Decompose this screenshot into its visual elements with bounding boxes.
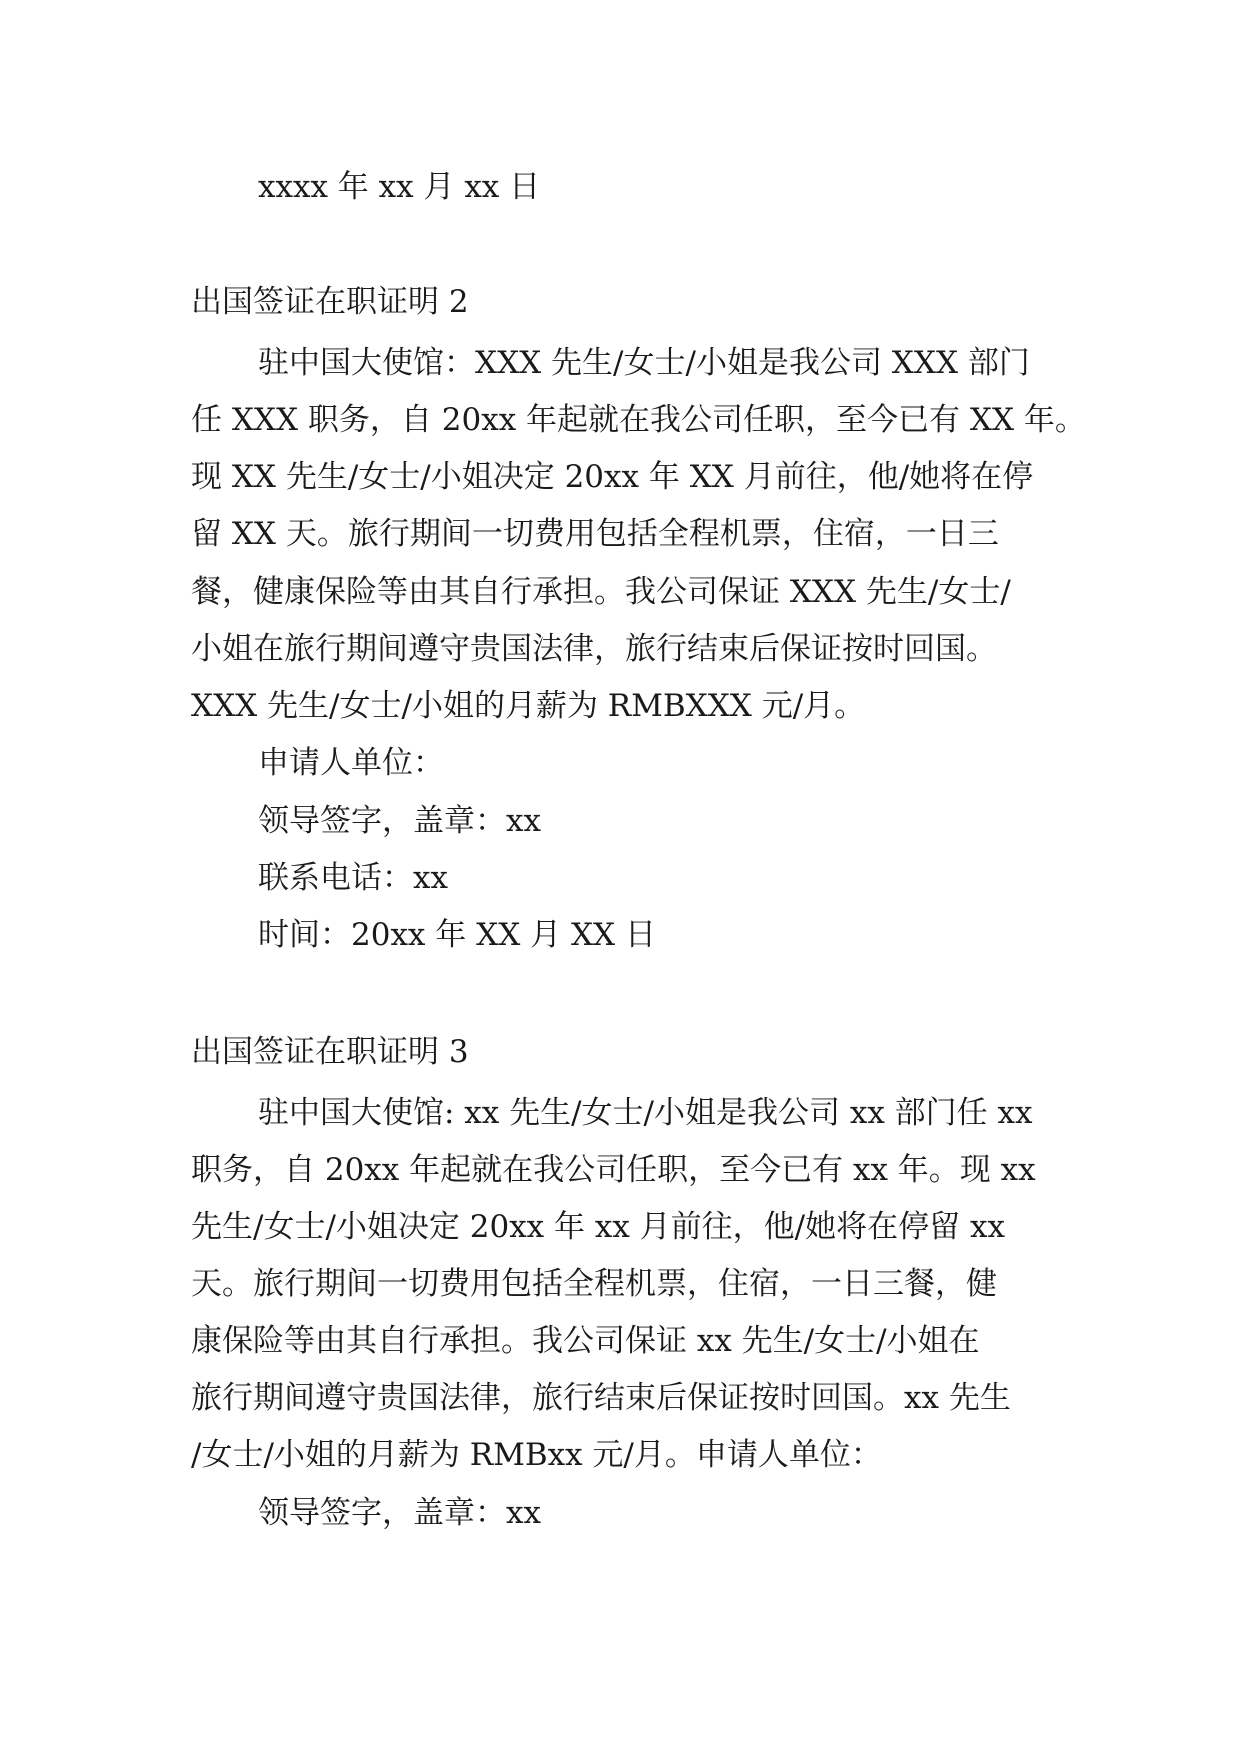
section2-body-line: XXX 先生/女士/小姐的月薪为 RMBXXX 元/月。: [191, 688, 866, 724]
section3-body-line: 职务，自 20xx 年起就在我公司任职，至今已有 xx 年。现 xx: [191, 1152, 1036, 1188]
section2-body-line: 驻中国大使馆：XXX 先生/女士/小姐是我公司 XXX 部门: [258, 345, 1030, 381]
section3-body-line: 先生/女士/小姐决定 20xx 年 xx 月前往，他/她将在停留 xx: [191, 1209, 1005, 1245]
section2-body-line: 现 XX 先生/女士/小姐决定 20xx 年 XX 月前往，他/她将在停: [191, 459, 1034, 495]
section2-body-line: 留 XX 天。旅行期间一切费用包括全程机票，住宿，一日三: [191, 516, 999, 552]
top-date: xxxx 年 xx 月 xx 日: [258, 169, 541, 205]
section2-leader-sign: 领导签字，盖章：xx: [258, 803, 541, 839]
section3-body-line: 康保险等由其自行承担。我公司保证 xx 先生/女士/小姐在: [191, 1323, 980, 1359]
section2-title: 出国签证在职证明 2: [191, 284, 469, 320]
section3-body-line: /女士/小姐的月薪为 RMBxx 元/月。申请人单位：: [191, 1437, 882, 1473]
section2-body-line: 餐，健康保险等由其自行承担。我公司保证 XXX 先生/女士/: [191, 574, 1011, 610]
section2-phone: 联系电话：xx: [258, 860, 448, 896]
section2-body-line: 任 XXX 职务，自 20xx 年起就在我公司任职，至今已有 XX 年。: [191, 402, 1086, 438]
section2-time: 时间：20xx 年 XX 月 XX 日: [258, 917, 656, 953]
section3-body-line: 天。旅行期间一切费用包括全程机票，住宿，一日三餐，健: [191, 1266, 997, 1302]
section3-body-line: 驻中国大使馆: xx 先生/女士/小姐是我公司 xx 部门任 xx: [258, 1095, 1033, 1131]
section3-leader-sign: 领导签字，盖章：xx: [258, 1495, 541, 1531]
section2-body-line: 小姐在旅行期间遵守贵国法律，旅行结束后保证按时回国。: [191, 631, 997, 667]
section3-body-line: 旅行期间遵守贵国法律，旅行结束后保证按时回国。xx 先生: [191, 1380, 1011, 1416]
section3-title: 出国签证在职证明 3: [191, 1034, 469, 1070]
section2-applicant-unit: 申请人单位：: [258, 745, 444, 781]
